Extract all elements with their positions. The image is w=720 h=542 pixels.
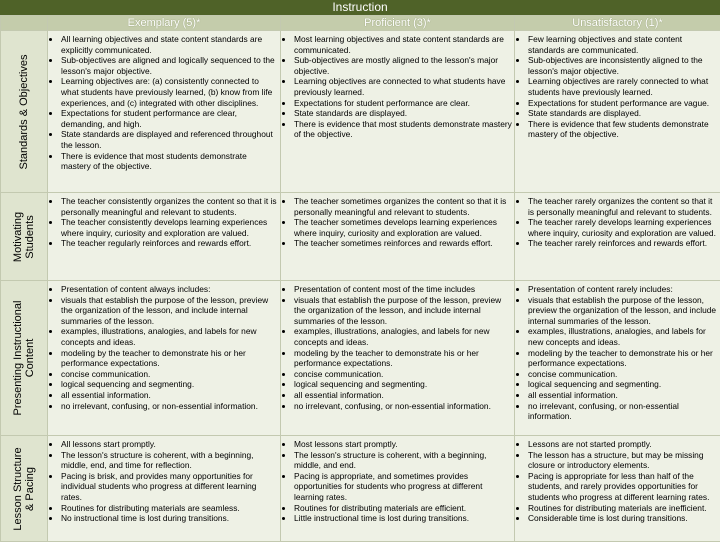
- criteria-item: • no irrelevant, confusing, or non-essential information.: [61, 401, 278, 412]
- criteria-list: [48, 439, 278, 524]
- row-label-presenting-content: [1, 281, 48, 436]
- cell-exemplary: [48, 31, 281, 193]
- criteria-item: • visuals that establish the purpose of the lesson, preview the organization of the lesson, and include internal summaries of the lesson.: [528, 295, 718, 327]
- criteria-item: • Most learning objectives and state content standards are communicated.: [294, 34, 512, 55]
- row-label-line: Students: [24, 211, 36, 261]
- criteria-item: • State standards are displayed.: [528, 108, 718, 119]
- criteria-item: • logical sequencing and segmenting.: [528, 379, 718, 390]
- criteria-item: • no irrelevant, confusing, or non-essential information.: [528, 401, 718, 422]
- row-label-line: Standards & Objectives: [18, 54, 30, 169]
- criteria-item: • Presentation of content most of the time includes: [294, 284, 512, 295]
- criteria-item: • No instructional time is lost during transitions.: [61, 513, 278, 524]
- header-proficient: Proficient (3)*: [281, 16, 515, 31]
- criteria-list: [48, 284, 278, 411]
- criteria-item: • Expectations for student performance are clear, demanding, and high.: [61, 108, 278, 129]
- criteria-item: • There is evidence that most students demonstrate mastery of the objective.: [294, 119, 512, 140]
- row-label-text: [12, 301, 36, 416]
- criteria-item: • Pacing is appropriate, and sometimes provides opportunities for students who progress at different learning rates.: [294, 471, 512, 503]
- criteria-item: • All lessons start promptly.: [61, 439, 278, 450]
- criteria-item: • Few learning objectives and state content standards are communicated.: [528, 34, 718, 55]
- criteria-item: • The teacher sometimes organizes the content so that it is personally meaningful and relevant to students.: [294, 196, 512, 217]
- criteria-item: • all essential information.: [294, 390, 512, 401]
- criteria-item: • The teacher consistently develops learning experiences where inquiry, curiosity and exploration are valued.: [61, 217, 278, 238]
- criteria-item: • modeling by the teacher to demonstrate his or her performance expectations.: [528, 348, 718, 369]
- row-label-line: Content: [24, 301, 36, 416]
- criteria-list: [281, 196, 512, 249]
- criteria-item: • Lessons are not started promptly.: [528, 439, 718, 450]
- criteria-item: • Sub-objectives are mostly aligned to the lesson's major objective.: [294, 55, 512, 76]
- criteria-list: [515, 284, 718, 422]
- criteria-item: • The teacher rarely reinforces and rewards effort.: [528, 238, 718, 249]
- cell-exemplary: [48, 281, 281, 436]
- criteria-item: • All learning objectives and state content standards are explicitly communicated.: [61, 34, 278, 55]
- criteria-item: • Presentation of content always includes:: [61, 284, 278, 295]
- criteria-list: [48, 34, 278, 172]
- row-label-standards-objectives: [1, 31, 48, 193]
- criteria-list: [281, 284, 512, 411]
- header-exemplary: Exemplary (5)*: [48, 16, 281, 31]
- criteria-item: • visuals that establish the purpose of the lesson, preview the organization of the lesson, and include internal summaries of the lesson.: [294, 295, 512, 327]
- criteria-item: • examples, illustrations, analogies, and labels for new concepts and ideas.: [61, 326, 278, 347]
- page-title: Instruction: [0, 0, 720, 15]
- criteria-item: • The teacher consistently organizes the content so that it is personally meaningful and relevant to students.: [61, 196, 278, 217]
- criteria-item: • Expectations for student performance are vague.: [528, 98, 718, 109]
- criteria-item: • There is evidence that most students demonstrate mastery of the objective.: [61, 151, 278, 172]
- rubric-row-motivating-students: [1, 193, 720, 281]
- criteria-list: [48, 196, 278, 249]
- criteria-item: • modeling by the teacher to demonstrate his or her performance expectations.: [61, 348, 278, 369]
- criteria-item: • The teacher rarely develops learning experiences where inquiry, curiosity and exploration are valued.: [528, 217, 718, 238]
- criteria-list: [515, 196, 718, 249]
- cell-proficient: [281, 193, 515, 281]
- criteria-item: • all essential information.: [528, 390, 718, 401]
- criteria-item: • logical sequencing and segmenting.: [61, 379, 278, 390]
- row-label-line: Lesson Structure: [12, 447, 24, 530]
- header-corner: [1, 16, 48, 31]
- criteria-item: • Most lessons start promptly.: [294, 439, 512, 450]
- column-header-row: [1, 16, 720, 31]
- cell-unsatisfactory: [515, 31, 720, 193]
- row-label-motivating-students: [1, 193, 48, 281]
- criteria-item: • all essential information.: [61, 390, 278, 401]
- rubric-row-lesson-structure-pacing: [1, 436, 720, 542]
- criteria-item: • The lesson has a structure, but may be missing closure or introductory elements.: [528, 450, 718, 471]
- cell-proficient: [281, 281, 515, 436]
- criteria-item: • Pacing is brisk, and provides many opportunities for individual students who progress at different learning rates.: [61, 471, 278, 503]
- cell-proficient: [281, 31, 515, 193]
- cell-proficient: [281, 436, 515, 542]
- criteria-item: • visuals that establish the purpose of the lesson, preview the organization of the lesson, and include internal summaries of the lesson.: [61, 295, 278, 327]
- criteria-item: • Sub-objectives are inconsistently aligned to the lesson's major objective.: [528, 55, 718, 76]
- row-label-lesson-structure-pacing: [1, 436, 48, 542]
- rubric-table: [0, 15, 720, 542]
- criteria-item: • The teacher regularly reinforces and rewards effort.: [61, 238, 278, 249]
- criteria-item: • Routines for distributing materials are inefficient.: [528, 503, 718, 514]
- criteria-item: • concise communication.: [294, 369, 512, 380]
- rubric-row-presenting-content: [1, 281, 720, 436]
- criteria-item: • Little instructional time is lost during transitions.: [294, 513, 512, 524]
- criteria-list: [281, 439, 512, 524]
- cell-unsatisfactory: [515, 436, 720, 542]
- criteria-item: • examples, illustrations, analogies, and labels for new concepts and ideas.: [528, 326, 718, 347]
- criteria-item: • There is evidence that few students demonstrate mastery of the objective.: [528, 119, 718, 140]
- criteria-list: [515, 439, 718, 524]
- cell-exemplary: [48, 193, 281, 281]
- criteria-item: • Sub-objectives are aligned and logically sequenced to the lesson's major objective.: [61, 55, 278, 76]
- criteria-list: [281, 34, 512, 140]
- header-unsatisfactory: Unsatisfactory (1)*: [515, 16, 720, 31]
- criteria-item: • State standards are displayed and referenced throughout the lesson.: [61, 129, 278, 150]
- criteria-item: • no irrelevant, confusing, or non-essential information.: [294, 401, 512, 412]
- row-label-text: [12, 447, 36, 530]
- cell-unsatisfactory: [515, 193, 720, 281]
- criteria-item: • Learning objectives are rarely connected to what students have previously learned.: [528, 76, 718, 97]
- cell-unsatisfactory: [515, 281, 720, 436]
- criteria-item: • concise communication.: [61, 369, 278, 380]
- criteria-item: • Considerable time is lost during transitions.: [528, 513, 718, 524]
- criteria-item: • The teacher sometimes reinforces and rewards effort.: [294, 238, 512, 249]
- criteria-item: • examples, illustrations, analogies, and labels for new concepts and ideas.: [294, 326, 512, 347]
- row-label-line: & Pacing: [24, 447, 36, 530]
- row-label-text: [18, 54, 30, 169]
- criteria-item: • Learning objectives are: (a) consistently connected to what students have previously learned, (b) know from life experiences, and (c) integrated with other disciplines.: [61, 76, 278, 108]
- criteria-item: • The lesson's structure is coherent, with a beginning, middle, and end.: [294, 450, 512, 471]
- criteria-item: • The lesson's structure is coherent, with a beginning, middle, end, and time for reflection.: [61, 450, 278, 471]
- criteria-item: • Expectations for student performance are clear.: [294, 98, 512, 109]
- criteria-item: • State standards are displayed.: [294, 108, 512, 119]
- criteria-item: • modeling by the teacher to demonstrate his or her performance expectations.: [294, 348, 512, 369]
- criteria-item: • logical sequencing and segmenting.: [294, 379, 512, 390]
- criteria-item: • Pacing is appropriate for less than half of the students, and rarely provides opportunities for students who progress at different learning rates.: [528, 471, 718, 503]
- criteria-item: • The teacher sometimes develops learning experiences where inquiry, curiosity and exploration are valued.: [294, 217, 512, 238]
- criteria-item: • Routines for distributing materials are seamless.: [61, 503, 278, 514]
- criteria-item: • Presentation of content rarely includes:: [528, 284, 718, 295]
- criteria-item: • The teacher rarely organizes the content so that it is personally meaningful and relevant to students.: [528, 196, 718, 217]
- cell-exemplary: [48, 436, 281, 542]
- rubric-row-standards-objectives: [1, 31, 720, 193]
- row-label-line: Motivating: [12, 211, 24, 261]
- criteria-list: [515, 34, 718, 140]
- row-label-text: [12, 211, 36, 261]
- criteria-item: • Learning objectives are connected to what students have previously learned.: [294, 76, 512, 97]
- row-label-line: Presenting Instructional: [12, 301, 24, 416]
- criteria-item: • Routines for distributing materials are efficient.: [294, 503, 512, 514]
- criteria-item: • concise communication.: [528, 369, 718, 380]
